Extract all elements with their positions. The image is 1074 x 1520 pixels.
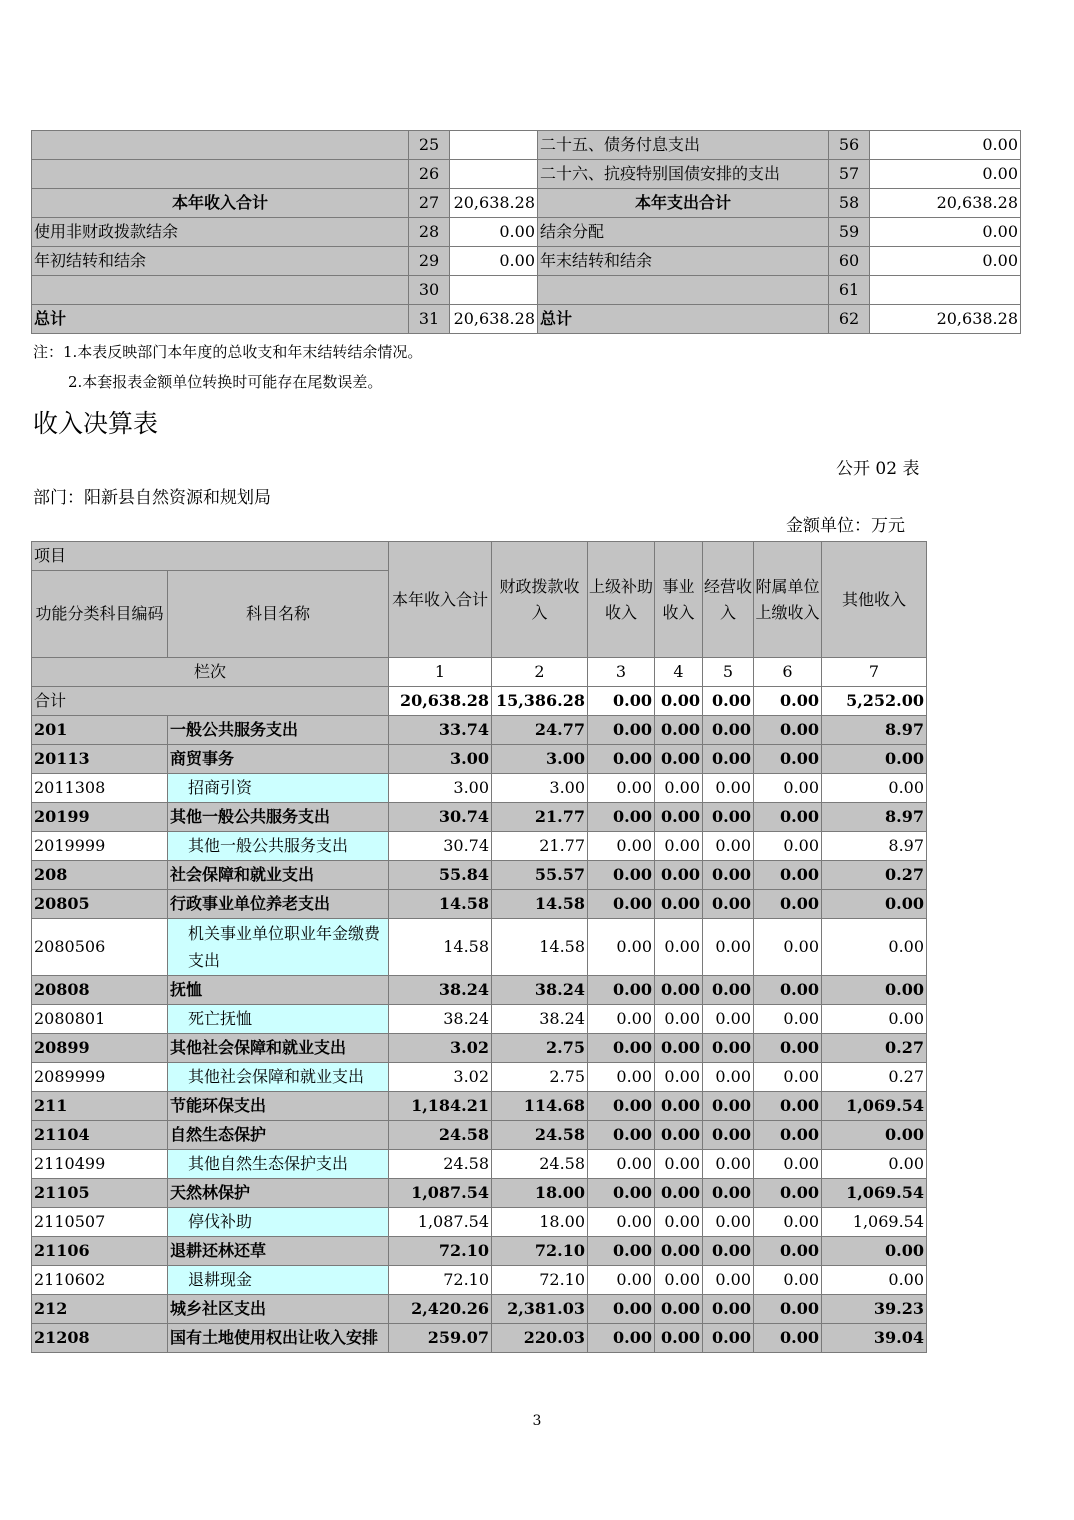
summary-row: [32, 247, 1021, 276]
row-value: 0.00: [588, 1005, 655, 1034]
row-value: 0.00: [655, 832, 703, 861]
summary-left-no: 25: [409, 131, 450, 160]
row-value: 72.10: [389, 1237, 492, 1266]
row-value: 2,381.03: [492, 1295, 588, 1324]
row-name: 国有土地使用权出让收入安排: [168, 1324, 389, 1353]
row-name: 其他自然生态保护支出: [168, 1150, 389, 1179]
column-index-row: [32, 658, 927, 687]
row-value: 38.24: [492, 1005, 588, 1034]
summary-left-label: 使用非财政拨款结余: [32, 218, 409, 247]
row-value: 0.00: [655, 1092, 703, 1121]
row-name: 停伐补助: [168, 1208, 389, 1237]
table-row: [32, 890, 927, 919]
row-value: 21.77: [492, 832, 588, 861]
row-value: 0.00: [703, 1150, 754, 1179]
header-other: 其他收入: [822, 542, 927, 658]
summary-left-amount: 0.00: [450, 218, 538, 247]
row-value: 21.77: [492, 803, 588, 832]
header-total: 本年收入合计: [389, 542, 492, 658]
header-name: 科目名称: [168, 571, 389, 658]
row-value: 0.27: [822, 1063, 927, 1092]
row-value: 0.00: [588, 1295, 655, 1324]
summary-right-amount: 0.00: [870, 160, 1021, 189]
row-value: 0.00: [703, 919, 754, 976]
row-value: 0.00: [588, 1237, 655, 1266]
summary-left-amount: [450, 276, 538, 305]
row-value: 0.00: [703, 774, 754, 803]
row-value: 0.00: [703, 861, 754, 890]
row-code: 21104: [32, 1121, 168, 1150]
row-value: 0.00: [703, 1005, 754, 1034]
row-value: 0.27: [822, 1034, 927, 1063]
row-value: 24.58: [389, 1121, 492, 1150]
row-code: 201: [32, 716, 168, 745]
summary-row: [32, 189, 1021, 218]
summary-right-label: 本年支出合计: [538, 189, 829, 218]
summary-left-amount: 0.00: [450, 247, 538, 276]
table-row: [32, 716, 927, 745]
summary-row: [32, 305, 1021, 334]
row-code: 2110507: [32, 1208, 168, 1237]
row-value: 39.23: [822, 1295, 927, 1324]
row-value: 0.00: [822, 976, 927, 1005]
row-value: 30.74: [389, 832, 492, 861]
table-row: [32, 1208, 927, 1237]
row-name: 机关事业单位职业年金缴费支出: [168, 919, 389, 976]
table-row: [32, 745, 927, 774]
row-value: 0.00: [655, 1121, 703, 1150]
row-value: 1,069.54: [822, 1092, 927, 1121]
row-code: 2011308: [32, 774, 168, 803]
row-name: 一般公共服务支出: [168, 716, 389, 745]
row-value: 0.00: [588, 890, 655, 919]
row-value: 0.00: [588, 1034, 655, 1063]
total-value: 0.00: [703, 687, 754, 716]
summary-right-amount: 0.00: [870, 131, 1021, 160]
column-index-number: 5: [703, 658, 754, 687]
row-value: 0.00: [588, 1179, 655, 1208]
row-value: 72.10: [492, 1266, 588, 1295]
row-value: 0.00: [655, 1266, 703, 1295]
table-row: [32, 976, 927, 1005]
summary-left-no: 31: [409, 305, 450, 334]
row-value: 0.00: [703, 1063, 754, 1092]
row-value: 3.00: [492, 774, 588, 803]
row-value: 14.58: [389, 919, 492, 976]
summary-left-no: 29: [409, 247, 450, 276]
row-value: 0.00: [703, 745, 754, 774]
row-value: 1,087.54: [389, 1208, 492, 1237]
row-value: 3.00: [389, 745, 492, 774]
row-value: 18.00: [492, 1208, 588, 1237]
row-value: 0.00: [754, 1324, 822, 1353]
row-value: 38.24: [389, 1005, 492, 1034]
row-code: 20199: [32, 803, 168, 832]
summary-right-amount: 0.00: [870, 247, 1021, 276]
row-name: 节能环保支出: [168, 1092, 389, 1121]
summary-left-no: 26: [409, 160, 450, 189]
column-index-number: 3: [588, 658, 655, 687]
summary-right-label: 二十六、抗疫特别国债安排的支出: [538, 160, 829, 189]
row-value: 0.00: [655, 919, 703, 976]
row-value: 0.00: [588, 832, 655, 861]
table-row: [32, 1034, 927, 1063]
row-code: 211: [32, 1092, 168, 1121]
row-value: 38.24: [389, 976, 492, 1005]
table-row: [32, 774, 927, 803]
row-name: 自然生态保护: [168, 1121, 389, 1150]
row-name: 天然林保护: [168, 1179, 389, 1208]
row-value: 0.00: [754, 976, 822, 1005]
row-name: 退耕还林还草: [168, 1237, 389, 1266]
row-value: 0.00: [754, 1295, 822, 1324]
header-affiliated: 附属单位上缴收入: [754, 542, 822, 658]
summary-left-label: [32, 276, 409, 305]
table-row: [32, 1150, 927, 1179]
row-value: 0.00: [588, 716, 655, 745]
row-code: 20805: [32, 890, 168, 919]
row-value: 0.00: [754, 1092, 822, 1121]
row-value: 38.24: [492, 976, 588, 1005]
row-code: 2110602: [32, 1266, 168, 1295]
column-index-label: 栏次: [32, 658, 389, 687]
row-value: 0.00: [754, 1121, 822, 1150]
row-value: 0.00: [588, 1063, 655, 1092]
row-value: 24.58: [389, 1150, 492, 1179]
row-name: 其他社会保障和就业支出: [168, 1034, 389, 1063]
row-value: 0.00: [703, 890, 754, 919]
row-value: 0.00: [655, 1324, 703, 1353]
summary-right-label: [538, 276, 829, 305]
row-value: 114.68: [492, 1092, 588, 1121]
row-value: 220.03: [492, 1324, 588, 1353]
row-value: 0.00: [754, 1208, 822, 1237]
summary-left-no: 28: [409, 218, 450, 247]
amount-unit-label: 金额单位：万元: [786, 516, 905, 536]
row-value: 55.84: [389, 861, 492, 890]
total-value: 20,638.28: [389, 687, 492, 716]
row-value: 72.10: [492, 1237, 588, 1266]
summary-right-label: 年末结转和结余: [538, 247, 829, 276]
row-value: 2.75: [492, 1063, 588, 1092]
row-value: 39.04: [822, 1324, 927, 1353]
summary-left-no: 27: [409, 189, 450, 218]
row-name: 社会保障和就业支出: [168, 861, 389, 890]
row-value: 14.58: [389, 890, 492, 919]
row-value: 0.00: [588, 1266, 655, 1295]
row-value: 0.00: [588, 803, 655, 832]
row-name: 其他一般公共服务支出: [168, 803, 389, 832]
row-value: 3.02: [389, 1063, 492, 1092]
row-value: 1,069.54: [822, 1179, 927, 1208]
row-value: 3.02: [389, 1034, 492, 1063]
row-value: 0.00: [703, 1295, 754, 1324]
row-value: 259.07: [389, 1324, 492, 1353]
table-row: [32, 1237, 927, 1266]
row-name: 行政事业单位养老支出: [168, 890, 389, 919]
row-code: 208: [32, 861, 168, 890]
row-value: 0.00: [754, 716, 822, 745]
summary-right-label: 结余分配: [538, 218, 829, 247]
header-code: 功能分类科目编码: [32, 571, 168, 658]
row-value: 0.00: [754, 803, 822, 832]
row-value: 0.00: [754, 890, 822, 919]
header-project: 项目: [32, 542, 389, 571]
summary-right-amount: 0.00: [870, 218, 1021, 247]
row-value: 0.00: [703, 1121, 754, 1150]
row-value: 0.00: [588, 1208, 655, 1237]
row-code: 21208: [32, 1324, 168, 1353]
row-value: 2,420.26: [389, 1295, 492, 1324]
row-value: 0.00: [754, 1237, 822, 1266]
row-value: 30.74: [389, 803, 492, 832]
form-number: 公开 02 表: [836, 459, 920, 479]
summary-row: [32, 218, 1021, 247]
row-value: 0.00: [588, 919, 655, 976]
row-value: 0.00: [754, 1179, 822, 1208]
row-value: 0.00: [588, 1150, 655, 1179]
column-index-number: 1: [389, 658, 492, 687]
row-value: 0.00: [822, 774, 927, 803]
row-code: 20808: [32, 976, 168, 1005]
row-value: 14.58: [492, 890, 588, 919]
row-value: 0.00: [655, 1150, 703, 1179]
row-value: 0.27: [822, 861, 927, 890]
row-name: 其他社会保障和就业支出: [168, 1063, 389, 1092]
row-value: 0.00: [703, 1237, 754, 1266]
row-value: 3.00: [389, 774, 492, 803]
row-value: 0.00: [754, 1034, 822, 1063]
row-value: 0.00: [655, 1208, 703, 1237]
row-code: 2080801: [32, 1005, 168, 1034]
row-code: 20899: [32, 1034, 168, 1063]
row-value: 2.75: [492, 1034, 588, 1063]
row-name: 其他一般公共服务支出: [168, 832, 389, 861]
table-row: [32, 803, 927, 832]
column-index-number: 2: [492, 658, 588, 687]
row-value: 0.00: [703, 976, 754, 1005]
row-code: 2019999: [32, 832, 168, 861]
table-row: [32, 1063, 927, 1092]
summary-left-amount: 20,638.28: [450, 305, 538, 334]
row-code: 20113: [32, 745, 168, 774]
row-value: 0.00: [655, 1034, 703, 1063]
row-value: 0.00: [655, 1237, 703, 1266]
summary-row: [32, 131, 1021, 160]
row-value: 0.00: [655, 976, 703, 1005]
table-row: [32, 1179, 927, 1208]
page-title: 收入决算表: [33, 409, 159, 438]
row-value: 0.00: [703, 1092, 754, 1121]
table-row: [32, 1266, 927, 1295]
row-value: 0.00: [588, 1121, 655, 1150]
summary-row: [32, 276, 1021, 305]
row-value: 72.10: [389, 1266, 492, 1295]
row-value: 24.77: [492, 716, 588, 745]
row-value: 0.00: [754, 832, 822, 861]
row-value: 14.58: [492, 919, 588, 976]
summary-left-label: 本年收入合计: [32, 189, 409, 218]
row-code: 21105: [32, 1179, 168, 1208]
row-value: 0.00: [703, 1324, 754, 1353]
summary-right-no: 56: [829, 131, 870, 160]
summary-right-label: 总计: [538, 305, 829, 334]
row-value: 8.97: [822, 803, 927, 832]
row-value: 1,069.54: [822, 1208, 927, 1237]
row-value: 0.00: [703, 832, 754, 861]
table-row: [32, 919, 927, 976]
row-value: 0.00: [655, 890, 703, 919]
row-value: 0.00: [822, 745, 927, 774]
row-value: 0.00: [655, 1295, 703, 1324]
table-row: [32, 832, 927, 861]
row-value: 0.00: [703, 1266, 754, 1295]
row-value: 0.00: [822, 1150, 927, 1179]
department-label: 部门：阳新县自然资源和规划局: [33, 488, 271, 508]
row-value: 0.00: [655, 774, 703, 803]
summary-left-amount: [450, 131, 538, 160]
row-value: 55.57: [492, 861, 588, 890]
row-value: 0.00: [754, 774, 822, 803]
row-value: 0.00: [655, 1179, 703, 1208]
total-value: 0.00: [588, 687, 655, 716]
row-code: 2110499: [32, 1150, 168, 1179]
row-value: 0.00: [703, 803, 754, 832]
row-value: 0.00: [655, 1005, 703, 1034]
row-value: 0.00: [754, 1150, 822, 1179]
total-row: [32, 687, 927, 716]
table-row: [32, 1295, 927, 1324]
row-code: 2080506: [32, 919, 168, 976]
header-business: 事业收入: [655, 542, 703, 658]
summary-row: [32, 160, 1021, 189]
row-value: 0.00: [588, 745, 655, 774]
summary-left-no: 30: [409, 276, 450, 305]
summary-right-amount: [870, 276, 1021, 305]
total-label: 合计: [32, 687, 389, 716]
row-code: 2089999: [32, 1063, 168, 1092]
row-value: 0.00: [754, 1005, 822, 1034]
column-index-number: 4: [655, 658, 703, 687]
row-value: 0.00: [588, 976, 655, 1005]
row-value: 0.00: [655, 716, 703, 745]
summary-right-amount: 20,638.28: [870, 305, 1021, 334]
total-value: 5,252.00: [822, 687, 927, 716]
summary-right-no: 57: [829, 160, 870, 189]
summary-left-label: 总计: [32, 305, 409, 334]
income-table: [31, 541, 927, 1353]
summary-left-label: 年初结转和结余: [32, 247, 409, 276]
row-value: 0.00: [754, 1063, 822, 1092]
column-index-number: 6: [754, 658, 822, 687]
summary-left-amount: [450, 160, 538, 189]
total-value: 0.00: [655, 687, 703, 716]
row-value: 18.00: [492, 1179, 588, 1208]
header-operating: 经营收入: [703, 542, 754, 658]
header-superior: 上级补助收入: [588, 542, 655, 658]
row-value: 0.00: [655, 1063, 703, 1092]
summary-right-amount: 20,638.28: [870, 189, 1021, 218]
summary-table: [31, 130, 1021, 334]
summary-right-no: 60: [829, 247, 870, 276]
row-value: 0.00: [655, 803, 703, 832]
total-value: 15,386.28: [492, 687, 588, 716]
summary-right-no: 61: [829, 276, 870, 305]
row-value: 0.00: [588, 774, 655, 803]
row-value: 3.00: [492, 745, 588, 774]
row-value: 0.00: [822, 1121, 927, 1150]
row-value: 0.00: [703, 1179, 754, 1208]
row-value: 0.00: [822, 890, 927, 919]
row-value: 0.00: [754, 745, 822, 774]
row-value: 8.97: [822, 716, 927, 745]
row-value: 1,184.21: [389, 1092, 492, 1121]
note-line-2: 2.本套报表金额单位转换时可能存在尾数误差。: [68, 373, 383, 391]
row-name: 商贸事务: [168, 745, 389, 774]
row-value: 0.00: [703, 1034, 754, 1063]
summary-right-label: 二十五、债务付息支出: [538, 131, 829, 160]
row-value: 0.00: [754, 861, 822, 890]
row-value: 0.00: [754, 919, 822, 976]
row-value: 0.00: [822, 1237, 927, 1266]
row-value: 0.00: [588, 861, 655, 890]
table-row: [32, 1121, 927, 1150]
page-number: 3: [532, 1413, 542, 1429]
row-code: 212: [32, 1295, 168, 1324]
row-name: 死亡抚恤: [168, 1005, 389, 1034]
row-value: 0.00: [703, 716, 754, 745]
row-value: 33.74: [389, 716, 492, 745]
summary-left-amount: 20,638.28: [450, 189, 538, 218]
table-row: [32, 1092, 927, 1121]
row-value: 8.97: [822, 832, 927, 861]
summary-right-no: 59: [829, 218, 870, 247]
total-value: 0.00: [754, 687, 822, 716]
row-name: 城乡社区支出: [168, 1295, 389, 1324]
row-value: 0.00: [588, 1324, 655, 1353]
note-line-1: 注：1.本表反映部门本年度的总收支和年末结转结余情况。: [33, 343, 423, 361]
row-name: 招商引资: [168, 774, 389, 803]
row-value: 0.00: [655, 745, 703, 774]
table-row: [32, 1005, 927, 1034]
row-value: 0.00: [588, 1092, 655, 1121]
column-index-number: 7: [822, 658, 927, 687]
row-value: 0.00: [655, 861, 703, 890]
row-value: 0.00: [822, 1005, 927, 1034]
summary-right-no: 58: [829, 189, 870, 218]
row-value: 0.00: [822, 1266, 927, 1295]
row-value: 24.58: [492, 1150, 588, 1179]
summary-right-no: 62: [829, 305, 870, 334]
header-fiscal: 财政拨款收入: [492, 542, 588, 658]
row-code: 21106: [32, 1237, 168, 1266]
row-value: 0.00: [703, 1208, 754, 1237]
row-value: 1,087.54: [389, 1179, 492, 1208]
row-name: 抚恤: [168, 976, 389, 1005]
row-value: 24.58: [492, 1121, 588, 1150]
row-value: 0.00: [822, 919, 927, 976]
summary-left-label: [32, 160, 409, 189]
table-row: [32, 861, 927, 890]
table-row: [32, 1324, 927, 1353]
row-name: 退耕现金: [168, 1266, 389, 1295]
row-value: 0.00: [754, 1266, 822, 1295]
summary-left-label: [32, 131, 409, 160]
